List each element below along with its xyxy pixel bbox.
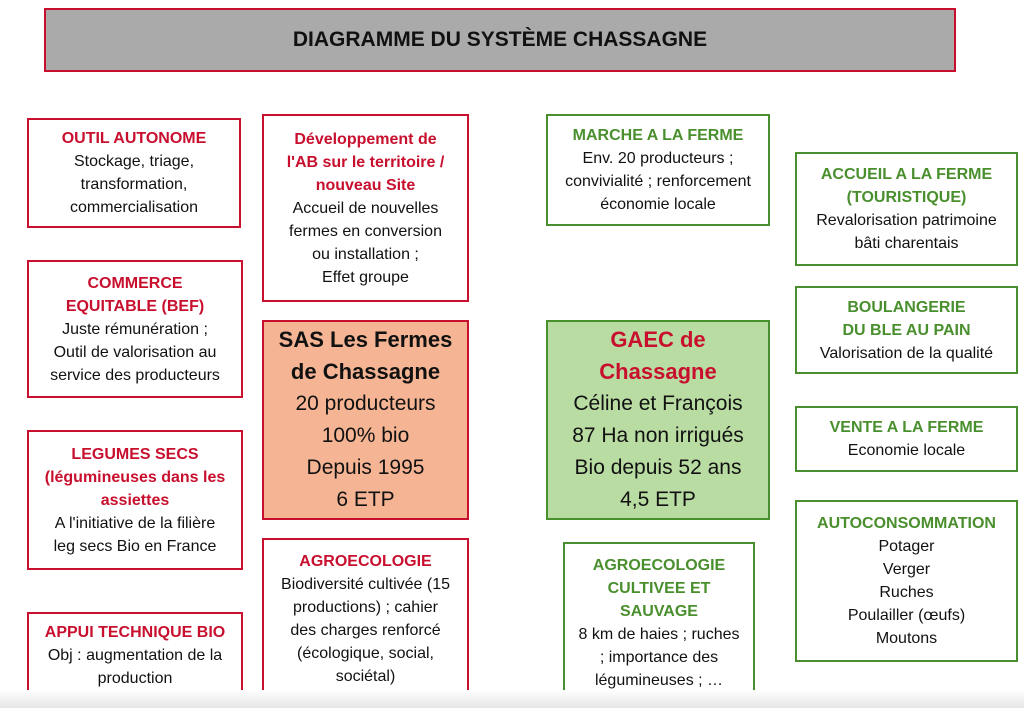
box-title: SAUVAGE: [620, 603, 698, 620]
box-gaec-chassagne: [546, 320, 770, 520]
box-title: COMMERCE: [87, 274, 183, 292]
box-line: Juste rémunération ;: [62, 320, 208, 338]
box-title: GAEC de: [610, 327, 706, 352]
box-line: Moutons: [875, 630, 938, 647]
box-line: Bio depuis 52 ans: [574, 456, 742, 479]
box-line: Ruches: [879, 584, 934, 601]
box-line: (écologique, social,: [297, 645, 434, 662]
box-sas-fermes-chassagne: [262, 320, 469, 520]
box-agroecologie-red: [262, 538, 469, 700]
box-line: ou installation ;: [312, 245, 419, 263]
box-title: BOULANGERIE: [847, 298, 966, 316]
box-line: convivialité ; renforcement: [565, 173, 751, 190]
box-line: Poulailler (œufs): [847, 607, 966, 624]
box-line: commercialisation: [69, 199, 199, 216]
box-line: Revalorisation patrimoine: [816, 212, 997, 229]
box-line: ; importance des: [599, 649, 719, 666]
box-title: SAS Les Fermes: [278, 327, 453, 352]
box-title: DU BLE AU PAIN: [842, 321, 971, 339]
box-line: productions) ; cahier: [293, 599, 438, 616]
box-vente-ferme: [795, 406, 1018, 472]
box-line: légumineuses ; …: [594, 672, 724, 689]
box-accueil-ferme: [795, 152, 1018, 266]
box-line: Céline et François: [573, 392, 743, 415]
box-title: de Chassagne: [290, 359, 441, 384]
box-title: MARCHE A LA FERME: [572, 127, 744, 144]
box-title: VENTE A LA FERME: [829, 419, 984, 436]
box-title: l'AB sur le territoire /: [286, 153, 445, 171]
box-line: production: [97, 669, 173, 687]
box-line: Economie locale: [847, 442, 966, 459]
box-title: nouveau Site: [315, 176, 416, 194]
box-line: 87 Ha non irrigués: [572, 424, 744, 447]
box-title: OUTIL AUTONOME: [61, 130, 207, 147]
box-line: service des producteurs: [50, 366, 220, 384]
box-title: Développement de: [294, 130, 437, 148]
box-line: 100% bio: [321, 424, 410, 447]
box-agroecologie-green: [563, 542, 755, 704]
box-line: Valorisation de la qualité: [819, 344, 994, 362]
box-title: APPUI TECHNIQUE BIO: [44, 623, 226, 641]
box-line: Accueil de nouvelles: [292, 199, 439, 217]
box-appui-technique: [27, 612, 243, 698]
box-autoconsommation: [795, 500, 1018, 662]
box-title: Chassagne: [599, 359, 717, 384]
box-line: Potager: [878, 538, 935, 555]
box-line: Effet groupe: [322, 268, 409, 286]
box-title: AGROECOLOGIE: [592, 557, 726, 574]
box-line: 4,5 ETP: [620, 488, 696, 511]
box-line: des charges renforcé: [290, 622, 441, 639]
box-title: assiettes: [100, 491, 170, 509]
box-developpement-ab: [262, 114, 469, 302]
box-title: AUTOCONSOMMATION: [817, 515, 996, 532]
diagram-title: DIAGRAMME DU SYSTÈME CHASSAGNE: [44, 8, 956, 72]
box-line: Obj : augmentation de la: [47, 646, 223, 664]
box-line: sociétal): [335, 668, 396, 685]
box-line: Verger: [882, 561, 931, 578]
box-outil-autonome: [27, 118, 241, 228]
box-line: 6 ETP: [336, 488, 395, 511]
box-title: CULTIVEE ET: [607, 580, 711, 597]
box-title: EQUITABLE (BEF): [65, 297, 205, 315]
box-commerce-equitable: [27, 260, 243, 398]
box-boulangerie: [795, 286, 1018, 374]
box-line: Env. 20 producteurs ;: [582, 150, 734, 167]
box-line: bâti charentais: [854, 235, 959, 252]
bottom-shadow-divider: [0, 690, 1024, 708]
box-line: Biodiversité cultivée (15: [281, 576, 450, 593]
box-line: 20 producteurs: [295, 392, 436, 415]
box-line: économie locale: [600, 196, 716, 213]
box-title: ACCUEIL A LA FERME: [820, 166, 993, 183]
box-line: Stockage, triage,: [73, 153, 195, 170]
box-title: LEGUMES SECS: [71, 445, 199, 463]
box-line: Outil de valorisation au: [53, 343, 217, 361]
box-marche-ferme: [546, 114, 770, 226]
box-line: transformation,: [80, 176, 188, 193]
box-title: AGROECOLOGIE: [299, 553, 432, 570]
box-line: Depuis 1995: [306, 456, 425, 479]
box-line: leg secs Bio en France: [53, 537, 217, 555]
box-title: (TOURISTIQUE): [846, 189, 967, 206]
box-title: (légumineuses dans les: [44, 468, 226, 486]
box-line: 8 km de haies ; ruches: [578, 626, 740, 643]
box-line: fermes en conversion: [289, 222, 442, 240]
box-line: A l'initiative de la filière: [54, 514, 216, 532]
box-legumes-secs: [27, 430, 243, 570]
